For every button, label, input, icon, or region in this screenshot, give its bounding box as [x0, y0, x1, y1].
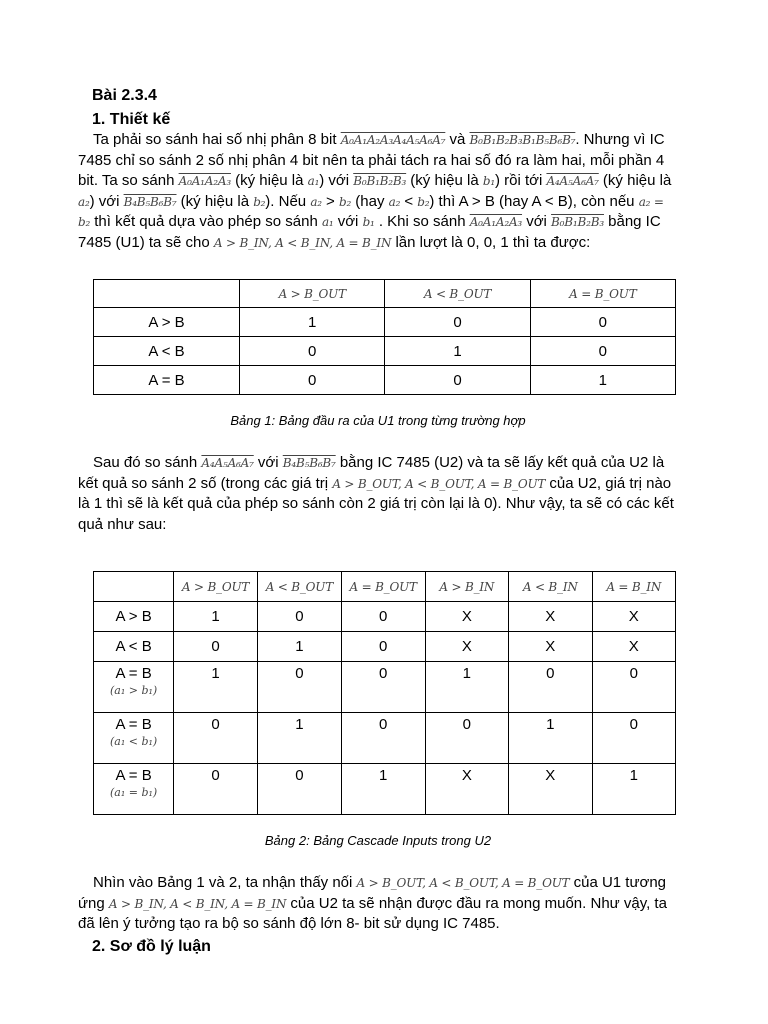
table-cell: 0 — [240, 337, 385, 366]
table-cell: 0 — [425, 713, 508, 764]
table-header-cell: A = B_OUT — [341, 572, 425, 602]
table-cell: 0 — [530, 337, 675, 366]
table-u2-cascade — [93, 571, 676, 815]
table-row — [94, 337, 676, 366]
math: B₄B₅B₆B₇ — [282, 456, 336, 470]
table-cell: 0 — [174, 713, 258, 764]
paragraph-1: Ta phải so sánh hai số nhị phân 8 bit A₀A₁A₂A₃A₄A₅A₆A₇ và B₀B₁B₂B₃B₁B₅B₆B₇. Nhưng vì IC 7485 chỉ so sánh 2 số nhị phân 4 bit nên ta phải tách ra hai số đó ra làm hai, mỗi phần 4 bit. Ta so sánh A₀A₁A₂A₃ (ký hiệu là a₁) với B₀B₁B₂B₃ (ký hiệu là b₁) rồi tới A₄A₅A₆A₇ (ký hiệu là a₂) với B₄B₅B₆B₇ (ký hiệu là b₂). Nếu a₂ > b₂ (hay a₂ < b₂) thì A > B (hay A < B), còn nếu a₂ = b₂ thì kết quả dựa vào phép so sánh a₁ với b₁ . Khi so sánh A₀A₁A₂A₃ với B₀B₁B₂B₃ bằng IC 7485 (U1) ta sẽ cho A > B_IN, A < B_IN, A = B_IN lần lượt là 0, 0, 1 thì ta được: — [78, 131, 672, 251]
math: A₄A₅A₆A₇ — [546, 174, 599, 188]
table-cell: A < B — [94, 337, 240, 366]
math: A > B_OUT, A < B_OUT, A = B_OUT — [332, 476, 546, 491]
table-row — [94, 366, 676, 395]
paragraph-2: Sau đó so sánh A₄A₅A₆A₇ với B₄B₅B₆B₇ bằng IC 7485 (U2) và ta sẽ lấy kết quả của U2 là kết quả so sánh 2 số (trong các giá trị A > B_OUT, A < B_OUT, A = B_OUT của U2, giá trị nào là 1 thì sẽ là kết quả của phép so sánh còn 2 giá trị còn lại là 0). Như vậy, ta sẽ có các kết quả như sau: — [78, 454, 674, 533]
table-cell: 0 — [257, 602, 341, 632]
table-row — [94, 764, 676, 815]
table-header-cell: A < B_IN — [509, 572, 592, 602]
table-header-cell: A > B_OUT — [174, 572, 258, 602]
table-cell: 0 — [257, 764, 341, 815]
table-cell: A > B — [94, 308, 240, 337]
table-cell: 0 — [592, 713, 676, 764]
table-header-cell: A = B_OUT — [530, 280, 675, 308]
math: A₀A₁A₂A₃A₄A₅A₆A₇ — [340, 133, 446, 147]
table-cell: 0 — [257, 662, 341, 713]
table-header-cell: A < B_OUT — [385, 280, 530, 308]
table-header-cell — [94, 572, 174, 602]
table-cell: 0 — [592, 662, 676, 713]
math: A > B_IN, A < B_IN, A = B_IN — [108, 896, 287, 911]
table-header-cell: A < B_OUT — [257, 572, 341, 602]
table-header-cell: A > B_IN — [425, 572, 508, 602]
table-cell: 1 — [385, 337, 530, 366]
section-2-heading: 2. Sơ đồ lý luận — [92, 937, 211, 955]
table-cell: 1 — [530, 366, 675, 395]
row-label: A = B (a₁ = b₁) — [94, 764, 174, 815]
table-cell: X — [425, 632, 508, 662]
table-row — [94, 632, 676, 662]
table-header-row — [94, 280, 676, 308]
paragraph-3: Nhìn vào Bảng 1 và 2, ta nhận thấy nối A > B_OUT, A < B_OUT, A = B_OUT của U1 tương ứng A > B_IN, A < B_IN, A = B_IN của U2 ta sẽ nhận được đầu ra mong muốn. Như vậy, ta đã lên ý tưởng tạo ra bộ so sánh độ lớn 8- bit sử dụng IC 7485. — [78, 874, 667, 932]
math: a₂ — [388, 194, 401, 209]
table-row — [94, 602, 676, 632]
table-cell: 0 — [530, 308, 675, 337]
row-label: A = B (a₁ > b₁) — [94, 662, 174, 713]
table-cell: 0 — [509, 662, 592, 713]
math: B₄B₅B₆B₇ — [123, 194, 177, 209]
math: B₀B₁B₂B₃ — [551, 215, 604, 229]
math: a₁ — [321, 215, 334, 229]
table-u1-outputs — [93, 279, 676, 395]
table-cell: X — [592, 602, 676, 632]
table-row — [94, 308, 676, 337]
table-cell: A = B — [94, 366, 240, 395]
table-1-caption: Bảng 1: Bảng đầu ra của U1 trong từng trường hợp — [230, 413, 526, 428]
math: A₀A₁A₂A₃ — [178, 174, 231, 188]
math: A > B_IN, A < B_IN, A = B_IN — [213, 235, 392, 250]
table-cell: X — [425, 764, 508, 815]
math: b₂ — [253, 194, 266, 209]
table-cell: 0 — [240, 366, 385, 395]
exercise-heading: Bài 2.3.4 — [92, 87, 157, 104]
row-note: (a₁ = b₁) — [109, 786, 158, 799]
table-row — [94, 662, 676, 713]
table-cell: 1 — [257, 713, 341, 764]
math: B₀B₁B₂B₃ — [353, 174, 407, 188]
math: a₂ — [310, 194, 322, 209]
table-cell: 1 — [174, 662, 258, 713]
math: b₁ — [482, 174, 495, 188]
table-cell: 0 — [341, 713, 425, 764]
table-cell: 0 — [385, 308, 530, 337]
math: A₄A₅A₆A₇ — [201, 456, 254, 470]
math: B₀B₁B₂B₃B₁B₅B₆B₇ — [469, 133, 576, 147]
row-label: A > B — [94, 602, 174, 632]
section-1-heading: 1. Thiết kế — [92, 111, 171, 128]
math: a₂ — [78, 194, 90, 209]
table-cell: 1 — [592, 764, 676, 815]
table-cell: 0 — [341, 632, 425, 662]
table-row — [94, 713, 676, 764]
table-cell: 1 — [341, 764, 425, 815]
row-label: A = B (a₁ < b₁) — [94, 713, 174, 764]
table-header-cell — [94, 280, 240, 308]
math: a₁ — [307, 174, 320, 188]
table-header-cell: A > B_OUT — [240, 280, 385, 308]
table-cell: 1 — [240, 308, 385, 337]
row-label: A < B — [94, 632, 174, 662]
table-cell: 0 — [174, 764, 258, 815]
math: b₂ — [339, 194, 352, 209]
table-cell: 1 — [425, 662, 508, 713]
row-note: (a₁ < b₁) — [109, 735, 158, 748]
table-cell: 1 — [174, 602, 258, 632]
math: A₀A₁A₂A₃ — [469, 215, 523, 229]
math: b₂ — [417, 194, 430, 209]
math: A > B_OUT, A < B_OUT, A = B_OUT — [356, 876, 570, 890]
table-cell: 0 — [341, 662, 425, 713]
table-cell: X — [509, 764, 592, 815]
table-header-row — [94, 572, 676, 602]
table-cell: 0 — [341, 602, 425, 632]
document-body — [78, 86, 678, 957]
row-note: (a₁ > b₁) — [109, 684, 158, 697]
table-cell: 1 — [257, 632, 341, 662]
table-cell: X — [592, 632, 676, 662]
table-2-caption: Bảng 2: Bảng Cascade Inputs trong U2 — [264, 833, 492, 848]
table-cell: 0 — [174, 632, 258, 662]
table-cell: X — [425, 602, 508, 632]
table-header-cell: A = B_IN — [592, 572, 676, 602]
table-cell: 1 — [509, 713, 592, 764]
math: b₁ — [362, 215, 375, 229]
table-cell: X — [509, 602, 592, 632]
table-cell: 0 — [385, 366, 530, 395]
math: a₂ = b₂ — [78, 194, 664, 229]
table-cell: X — [509, 632, 592, 662]
